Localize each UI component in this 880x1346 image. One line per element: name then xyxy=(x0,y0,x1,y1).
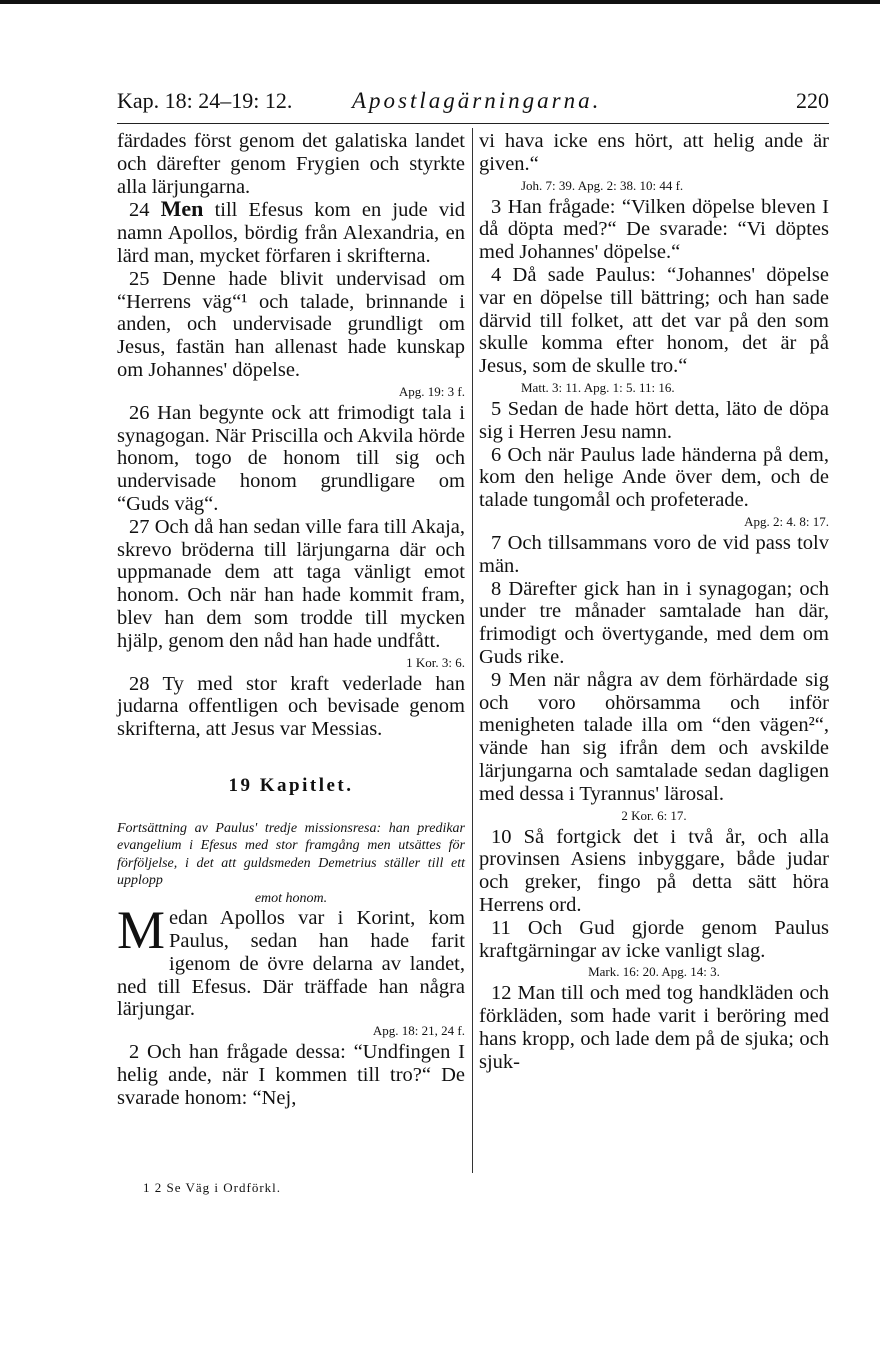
cross-reference: Mark. 16: 20. Apg. 14: 3. xyxy=(588,964,720,980)
verse-text: till Efesus kom en jude vid namn Apollos, bördig från Alexandria, en lärd man, mycket förfaren i skrifterna. xyxy=(117,199,466,267)
verse-25: 25 Denne hade blivit undervisad om “Herrens väg“¹ och talade, brinnande i anden, och undervisade grundligt om Jesus, fastän han allenast hade kunskap om Johannes' döpelse. xyxy=(117,267,465,381)
verse-1 xyxy=(117,900,465,1021)
chapter-heading: 19 Kapitlet. xyxy=(228,774,354,796)
right-column xyxy=(479,130,829,1073)
running-header xyxy=(117,84,829,120)
cross-reference: Apg. 18: 21, 24 f. xyxy=(372,1023,465,1039)
cross-reference: Apg. 2: 4. 8: 17. xyxy=(744,513,829,529)
summary-text: Fortsättning av Paulus' tredje missionsresa: han predikar evangelium i Efesus med stor framgång men utsättes för förföljelse, i det att guldsmeden Demetrius ställer till ett upplopp xyxy=(117,820,465,889)
verse-4: 4 Då sade Paulus: “Johannes' döpelse var en döpelse till bättring; och han sade därvid till folket, att det var på den som skulle komma efter honom, det är på Jesus, som de skulle tro.“ xyxy=(479,263,829,378)
page-number: 220 xyxy=(796,88,829,113)
verse-number: 24 xyxy=(129,199,150,222)
chapter-summary xyxy=(117,820,465,908)
cross-reference: 2 Kor. 6: 17. xyxy=(621,807,687,823)
verse-3: 3 Han frågade: “Vilken döpelse bleven I då döpta med?“ De svarade: “Vi döptes med Johannes' döpelse.“ xyxy=(479,195,829,264)
cross-reference: Joh. 7: 39. Apg. 2: 38. 10: 44 f. xyxy=(521,177,684,193)
verse-capital-word: Men xyxy=(160,196,204,222)
book-title: Apostlagärningarna. xyxy=(352,88,602,113)
verse-6: 6 Och när Paulus lade händerna på dem, kom den helige Ande över dem, och de talade tungomål och profeterade. xyxy=(479,443,829,512)
verse-12: 12 Man till och med tog handkläden och förkläden, som hade varit i beröring med hans kropp, och lade dem på de sjuka; och sjuk- xyxy=(479,982,829,1073)
cross-reference: Apg. 19: 3 f. xyxy=(398,383,465,399)
column-divider xyxy=(472,128,473,1173)
verse-26: 26 Han begynte ock att frimodigt tala i synagogan. När Priscilla och Akvila hörde honom, togo de honom till sig och undervisade honom grundligare om “Guds väg“. xyxy=(117,401,465,515)
drop-capital: M xyxy=(117,900,166,961)
verse-7: 7 Och tillsammans voro de vid pass tolv män. xyxy=(479,531,829,577)
header-rule xyxy=(117,123,829,124)
left-column xyxy=(117,130,465,1110)
verse-2: 2 Och han frågade dessa: “Undfingen I helig ande, när I kommen till tro?“ De svarade honom: “Nej, xyxy=(117,1041,465,1109)
cross-reference: Matt. 3: 11. Apg. 1: 5. 11: 16. xyxy=(521,379,675,395)
verse-continuation: färdades först genom det galatiska landet och därefter genom Frygien och styrkte alla lärjungarna. xyxy=(117,130,465,198)
verse-text: edan Apollos var i Korint, kom Paulus, sedan han hade farit igenom de övre delarna av landet, ned till Efesus. Där träffade han några lärjungar. xyxy=(117,907,465,1021)
top-edge-bar xyxy=(0,0,880,4)
verse-28: 28 Ty med stor kraft vederlade han judarna offentligen och bevisade genom skrifterna, att Jesus var Messias. xyxy=(117,672,465,741)
verse-27: 27 Och då han sedan ville fara till Akaja, skrevo bröderna till lärjungarna där och uppmanade dem att taga vänligt emot honom. Och när han hade kommit fram, blev han dem som trodde till mycken hjälp, genom den nåd han hade undfått. xyxy=(117,515,465,652)
cross-reference: 1 Kor. 3: 6. xyxy=(406,654,465,670)
verse-11: 11 Och Gud gjorde genom Paulus kraftgärningar av icke vanligt slag. xyxy=(479,916,829,962)
verse-24 xyxy=(117,198,465,267)
verse-5: 5 Sedan de hade hört detta, läto de döpa sig i Herren Jesu namn. xyxy=(479,397,829,443)
verse-8: 8 Därefter gick han in i synagogan; och under tre månader samtalade han där, frimodigt och övertygande, med dem om Guds rike. xyxy=(479,577,829,668)
footnote: 1 2 Se Väg i Ordförkl. xyxy=(143,1180,282,1195)
verse-10: 10 Så fortgick det i två år, och alla provinsen Asiens inbyggare, både judar och greker, fingo på detta sätt höra Herrens ord. xyxy=(479,825,829,916)
verse-continuation: vi hava icke ens hört, att helig ande är given.“ xyxy=(479,130,829,175)
chapter-range: Kap. 18: 24–19: 12. xyxy=(117,88,293,113)
verse-9: 9 Men när några av dem förhärdade sig och voro ohörsamma och inför menigheten talade illa om “den vägen²“, vände han sig ifrån dem och avskilde lärjungarna och samtalade sedan dagligen med dessa i Tyrannus' lärosal. xyxy=(479,668,829,805)
summary-end: emot honom. xyxy=(254,890,328,906)
